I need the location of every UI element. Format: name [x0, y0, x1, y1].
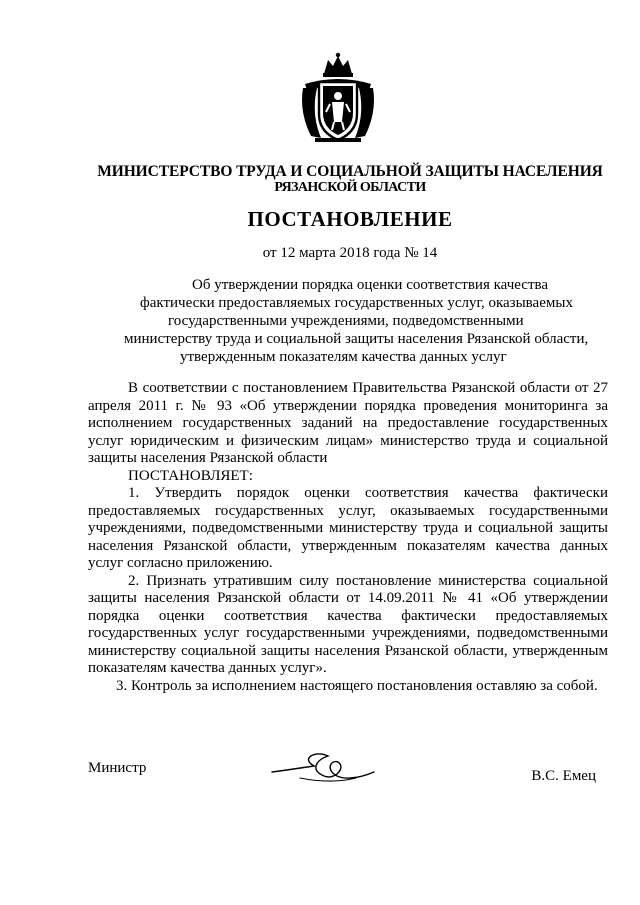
ministry-title-line2: РЯЗАНСКОЙ ОБЛАСТИ — [274, 180, 426, 195]
subject-line: фактически предоставляемых государственных услуг, оказываемых — [140, 295, 573, 311]
subject-line: министерству труда и социальной защиты населения Рязанской области, — [124, 331, 589, 347]
subject-line: государственными учреждениями, подведомственными — [168, 313, 524, 329]
date-and-number: от 12 марта 2018 года № 14 — [262, 245, 438, 261]
signatory-name: В.С. Емец — [531, 768, 596, 784]
ministry-title — [60, 164, 640, 196]
ministry-title-line1: МИНИСТЕРСТВО ТРУДА И СОЦИАЛЬНОЙ ЗАЩИТЫ НАСЕЛЕНИЯ — [97, 163, 603, 180]
subject-line: Об утверждении порядка оценки соответствия качества — [192, 277, 549, 293]
document-type: ПОСТАНОВЛЕНИЕ — [247, 207, 453, 231]
document-body — [88, 380, 608, 695]
item-1: 1. Утвердить порядок оценки соответствия качества фактически предоставляемых государственных услуг, оказываемых государственными учреждениями, подведомственными министерству труда и социальной защиты населения Рязанской области, утвержденным показателям качества данных услуг согласно приложению. — [88, 485, 608, 571]
item-3: 3. Контроль за исполнением настоящего постановления оставляю за собой. — [116, 677, 598, 694]
preamble-paragraph: В соответствии с постановлением Правительства Рязанской области от 27 апреля 2011 г. № 93 «Об утверждении порядка проведения мониторинга за исполнением государственных заданий на предоставление государственных услуг юридическим и физическим лицам» министерство труда и социальной защиты населения Рязанской области — [88, 380, 608, 466]
signatory-title: Министр — [88, 760, 147, 776]
subject-line: утвержденным показателям качества данных услуг — [180, 349, 507, 365]
handwritten-signature — [270, 748, 380, 788]
subject-block — [100, 276, 620, 366]
item-2: 2. Признать утратившим силу постановление министерства социальной защиты населения Рязанской области от 14.09.2011 № 41 «Об утверждении порядка оценки соответствия качества фактически предоставляемых государственных услуг государственными учреждениями, подведомственными министерству социальной защиты населения Рязанской области, утвержденным показателям качества данных услуг». — [88, 572, 608, 676]
decree-word: ПОСТАНОВЛЯЕТ: — [128, 467, 253, 484]
ryazan-coat-of-arms-icon — [297, 52, 379, 146]
